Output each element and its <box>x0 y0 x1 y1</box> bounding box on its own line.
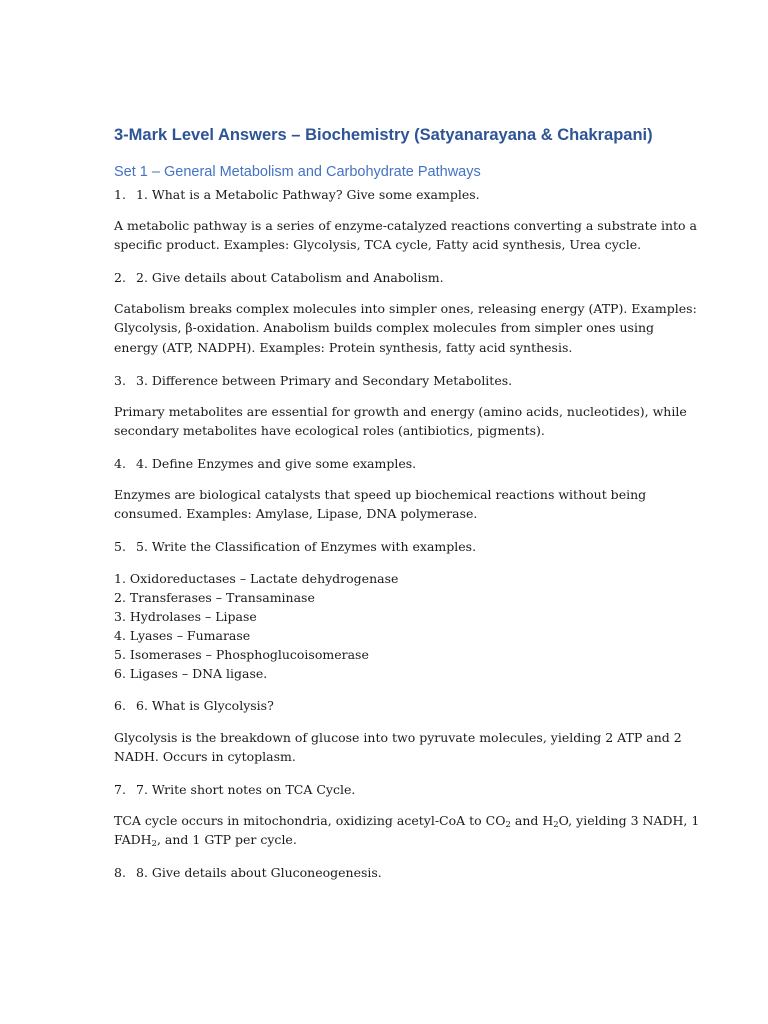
question-6 <box>114 696 274 715</box>
subscript: 2 <box>151 839 157 850</box>
question-number: 1. <box>114 187 126 202</box>
text-run: O, yielding 3 NADH, 1 <box>558 813 700 828</box>
list-item: 4. Lyases – Fumarase <box>114 628 251 644</box>
question-text: 7. Write short notes on TCA Cycle. <box>136 782 356 797</box>
answer-line: Primary metabolites are essential for growth and energy (amino acids, nucleotides), while <box>114 404 687 419</box>
text-run: and H <box>510 813 554 828</box>
answer-line: energy (ATP, NADPH). Examples: Protein synthesis, fatty acid synthesis. <box>114 339 573 355</box>
list-item: 3. Hydrolases – Lipase <box>114 609 257 625</box>
question-2 <box>114 268 444 287</box>
answer-line: Catabolism breaks complex molecules into simpler ones, releasing energy (ATP). Examples: <box>114 301 697 316</box>
question-number: 4. <box>114 456 126 471</box>
question-text: 8. Give details about Gluconeogenesis. <box>136 865 382 880</box>
question-number: 3. <box>114 373 126 388</box>
question-number: 5. <box>114 539 126 554</box>
answer-1 <box>114 216 698 255</box>
list-item: 6. Ligases – DNA ligase. <box>114 666 268 682</box>
answer-3 <box>114 402 687 441</box>
answer-line: consumed. Examples: Amylase, Lipase, DNA polymerase. <box>114 506 478 522</box>
answer-line: secondary metabolites have ecological roles (antibiotics, pigments). <box>114 423 545 439</box>
question-number: 7. <box>114 782 126 797</box>
text-run: , and 1 GTP per cycle. <box>156 832 297 848</box>
answer-line <box>114 811 700 830</box>
question-text: 2. Give details about Catabolism and Anabolism. <box>136 270 444 285</box>
section-heading: Set 1 – General Metabolism and Carbohydrate Pathways <box>114 164 481 180</box>
answer-line: Glycolysis, β-oxidation. Anabolism builds complex molecules from simpler ones using <box>114 320 655 336</box>
answer-line: A metabolic pathway is a series of enzyme-catalyzed reactions converting a substrate into a <box>114 218 698 233</box>
subscript: 2 <box>505 820 511 830</box>
text-run: TCA cycle occurs in mitochondria, oxidizing acetyl-CoA to CO <box>114 813 506 828</box>
answer-line <box>114 830 654 849</box>
question-number: 8. <box>114 865 126 880</box>
document-title: 3-Mark Level Answers – Biochemistry (Satyanarayana & Chakrapani) <box>114 126 653 144</box>
question-text: 4. Define Enzymes and give some examples. <box>136 456 417 471</box>
question-text: 5. Write the Classification of Enzymes with examples. <box>136 539 477 554</box>
answer-6 <box>114 728 682 767</box>
question-4 <box>114 454 416 473</box>
answer-5-enzyme-classes <box>114 569 654 684</box>
question-text: 6. What is Glycolysis? <box>136 698 274 713</box>
answer-2 <box>114 299 697 357</box>
answer-line: specific product. Examples: Glycolysis, TCA cycle, Fatty acid synthesis, Urea cycle. <box>114 237 642 253</box>
text-run: FADH <box>114 832 152 848</box>
list-item: 5. Isomerases – Phosphoglucoisomerase <box>114 647 369 663</box>
question-5 <box>114 537 476 556</box>
question-1 <box>114 185 480 204</box>
question-text: 3. Difference between Primary and Secondary Metabolites. <box>136 373 513 388</box>
answer-line: NADH. Occurs in cytoplasm. <box>114 749 296 765</box>
question-number: 6. <box>114 698 126 713</box>
question-3 <box>114 371 512 390</box>
list-item: 1. Oxidoreductases – Lactate dehydrogenase <box>114 571 399 586</box>
subscript: 2 <box>553 820 559 830</box>
question-7 <box>114 780 355 799</box>
answer-line: Enzymes are biological catalysts that speed up biochemical reactions without being <box>114 487 647 502</box>
answer-7 <box>114 811 700 850</box>
question-number: 2. <box>114 270 126 285</box>
answer-line: Glycolysis is the breakdown of glucose into two pyruvate molecules, yielding 2 ATP and 2 <box>114 730 682 745</box>
answer-4 <box>114 485 654 524</box>
question-text: 1. What is a Metabolic Pathway? Give some examples. <box>136 187 480 202</box>
list-item: 2. Transferases – Transaminase <box>114 590 315 606</box>
question-8 <box>114 863 382 882</box>
